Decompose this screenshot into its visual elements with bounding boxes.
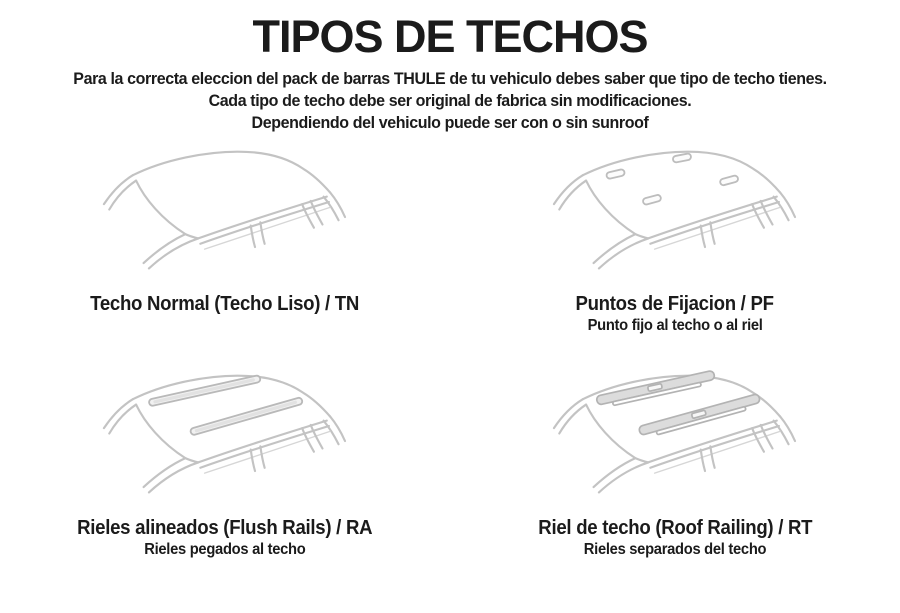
roof-type-label-rt: Riel de techo (Roof Railing) / RT: [538, 517, 812, 540]
roof-type-sublabel-pf: Punto fijo al techo o al riel: [587, 317, 763, 335]
roof-types-grid: [0, 142, 900, 566]
flush-rails-roof-illustration: [96, 366, 354, 516]
roof-type-card-pf: [450, 142, 900, 354]
roof-type-card-tn: [0, 142, 450, 354]
intro-line-2: Cada tipo de techo debe ser original de fabrica sin modificaciones.: [208, 92, 692, 111]
roof-railing-roof-illustration: [546, 366, 804, 516]
roof-type-sublabel-ra: Rieles pegados al techo: [144, 541, 306, 559]
infographic-page: [0, 13, 900, 613]
roof-type-label-pf: Puntos de Fijacion / PF: [575, 293, 775, 316]
roof-type-label-tn: Techo Normal (Techo Liso) / TN: [90, 293, 360, 316]
intro-text: [14, 68, 887, 134]
fixation-pads: [606, 153, 739, 205]
roof-type-sublabel-rt: Rieles separados del techo: [583, 541, 767, 559]
roof-type-card-rt: [450, 354, 900, 566]
fixed-points-roof-illustration: [546, 142, 804, 292]
roof-type-sublabel-tn: [0, 316, 450, 335]
page-title: TIPOS DE TECHOS: [252, 11, 648, 62]
roof-type-label-ra: Rieles alineados (Flush Rails) / RA: [77, 517, 373, 540]
intro-line-1: Para la correcta eleccion del pack de barras THULE de tu vehiculo debes saber que tipo de techo tienes.: [73, 70, 827, 89]
intro-line-3: Dependiendo del vehiculo puede ser con o sin sunroof: [251, 114, 649, 133]
plain-roof-illustration: [96, 142, 354, 292]
roof-type-card-ra: [0, 354, 450, 566]
raised-railings: [596, 371, 762, 440]
